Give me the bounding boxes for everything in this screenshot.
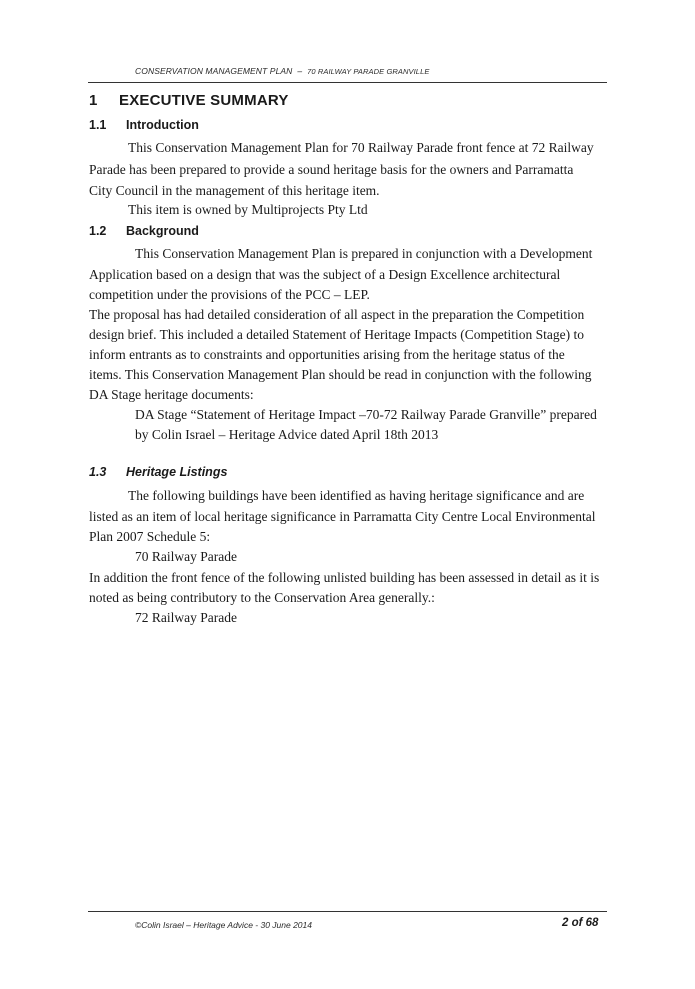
reference-line: by Colin Israel – Heritage Advice dated April 18th 2013 [135, 427, 439, 442]
paragraph-line: inform entrants as to constraints and opportunities arising from the heritage status of the [89, 347, 565, 362]
paragraph-line: This Conservation Management Plan is prepared in conjunction with a Development [135, 246, 593, 261]
section-title: EXECUTIVE SUMMARY [119, 92, 289, 109]
subsection-heading-introduction [89, 118, 199, 132]
running-header [135, 66, 429, 76]
header-rule [88, 82, 607, 83]
paragraph-line: DA Stage heritage documents: [89, 387, 254, 402]
header-separator: – [297, 66, 303, 76]
paragraph-line: design brief. This included a detailed Statement of Heritage Impacts (Competition Stage) to [89, 327, 584, 342]
listed-item: 72 Railway Parade [135, 610, 237, 625]
paragraph-line: items. This Conservation Management Plan should be read in conjunction with the following [89, 367, 592, 382]
footer-rule [88, 911, 607, 912]
paragraph-line: Application based on a design that was the subject of a Design Excellence architectural [89, 267, 561, 282]
subsection-number: 1.2 [89, 224, 107, 238]
subsection-number: 1.1 [89, 118, 107, 132]
subsection-number: 1.3 [89, 465, 107, 479]
subsection-heading-background [89, 224, 199, 238]
paragraph-line: In addition the front fence of the following unlisted building has been assessed in detail as it is [89, 570, 600, 585]
paragraph-line: competition under the provisions of the PCC – LEP. [89, 287, 370, 302]
paragraph-line: This item is owned by Multiprojects Pty Ltd [128, 202, 368, 217]
footer-credit: ©Colin Israel – Heritage Advice - 30 June 2014 [135, 920, 312, 930]
listed-item: 70 Railway Parade [135, 549, 237, 564]
reference-line: DA Stage “Statement of Heritage Impact –70-72 Railway Parade Granville” prepared [135, 407, 597, 422]
subsection-heading-heritage-listings [89, 465, 227, 479]
subsection-title: Introduction [126, 118, 199, 132]
subsection-title: Background [126, 224, 199, 238]
header-title: CONSERVATION MANAGEMENT PLAN [135, 66, 293, 76]
paragraph-line: Plan 2007 Schedule 5: [89, 529, 211, 544]
paragraph-line: The proposal has had detailed consideration of all aspect in the preparation the Competition [89, 307, 585, 322]
paragraph-line: Parade has been prepared to provide a sound heritage basis for the owners and Parramatta [89, 162, 574, 177]
subsection-title: Heritage Listings [126, 465, 228, 479]
paragraph-line: listed as an item of local heritage significance in Parramatta City Centre Local Environmental [89, 509, 596, 524]
page-number: 2 of 68 [562, 917, 599, 929]
paragraph-line: This Conservation Management Plan for 70 Railway Parade front fence at 72 Railway [128, 140, 594, 155]
paragraph-line: City Council in the management of this heritage item. [89, 183, 380, 198]
paragraph-line: noted as being contributory to the Conservation Area generally.: [89, 590, 435, 605]
paragraph-line: The following buildings have been identified as having heritage significance and are [128, 488, 585, 503]
section-heading [89, 92, 289, 109]
header-address: 70 RAILWAY PARADE GRANVILLE [307, 67, 430, 76]
section-number: 1 [89, 92, 98, 109]
